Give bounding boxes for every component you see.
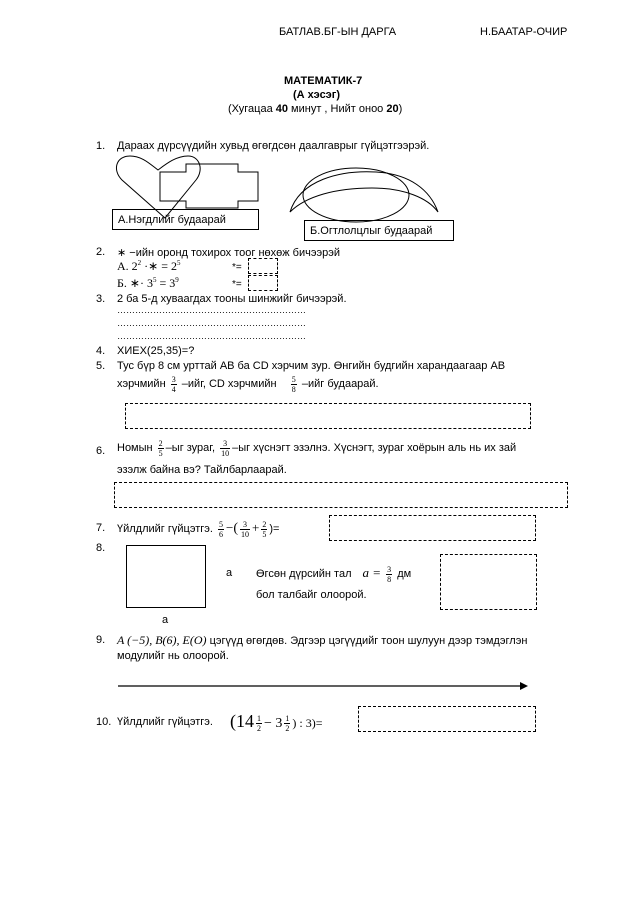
q7-number: 7. xyxy=(96,522,106,534)
q2-b-expression: Б. ∗· $3^5 = 3^9$ xyxy=(117,276,179,290)
q5-line-2: хэрчмийн $\frac{3}{4}$ –ийг, CD хэрчмийн $\frac{5}{8}$ –ийг будаарай. xyxy=(117,374,379,394)
q5-number: 5. xyxy=(96,360,106,372)
q10-fraction-1: $\frac{1}{2}$ xyxy=(257,714,261,734)
q7-expression: Үйлдлийг гүйцэтгэ. $\frac{5}{6}$ −( $\frac{3}{10}$ + $\frac{2}{5}$ )= xyxy=(117,519,280,539)
q2-a-star: *= xyxy=(232,262,242,273)
q5-fraction-1: $\frac{3}{4}$ xyxy=(171,374,176,394)
page-title: МАТЕМАТИК-7 xyxy=(284,75,363,87)
q9-number: 9. xyxy=(96,634,106,646)
q6-fraction-1: $\frac{2}{5}$ xyxy=(158,438,163,458)
q2-b-star: *= xyxy=(232,279,242,290)
q3-number: 3. xyxy=(96,293,106,305)
q6-fraction-2: $\frac{3}{10}$ xyxy=(221,438,230,458)
q10-fraction-2: $\frac{1}{2}$ xyxy=(285,714,290,734)
q2-a-expression: А. $2^2$ ·∗ = $2^5$ xyxy=(117,259,181,273)
q3-answer-line-1[interactable]: ……………………………………………………… xyxy=(117,305,306,315)
q7-fraction-2: $\frac{3}{10}$ xyxy=(241,519,250,539)
q8-fraction: $\frac{3}{8}$ xyxy=(387,564,392,584)
q6-line-2: эзэлж байна вэ? Тайлбарлаарай. xyxy=(117,464,287,476)
q3-answer-line-2[interactable]: ……………………………………………………… xyxy=(117,318,306,328)
q7-fraction-1: $\frac{5}{6}$ xyxy=(219,519,223,539)
q5-text: Тус бүр 8 см урттай АВ ба CD хэрчим зур. Өнгийн будгийн харандаагаар АВ xyxy=(117,360,506,372)
time-info: (Хугацаа 40 минут , Нийт оноо 20) xyxy=(228,103,403,115)
q5-fraction-2: $\frac{5}{8}$ xyxy=(291,374,296,394)
q10-number: 10. xyxy=(96,716,112,728)
approver-label: БАТЛАВ.БГ-ЫН ДАРГА xyxy=(279,26,397,38)
q3-text: 2 ба 5-д хуваагдах тооны шинжийг бичээрэй. xyxy=(117,293,347,305)
approver-name: Н.БААТАР-ОЧИР xyxy=(480,26,568,38)
q8-line-2: бол талбайг олоорой. xyxy=(256,589,367,601)
q1-number: 1. xyxy=(96,140,106,152)
q10-answer-box[interactable] xyxy=(358,706,536,732)
q1-text: Дараах дүрсүүдийн хувьд өгөгдсөн даалгаврыг гүйцэтгээрэй. xyxy=(117,140,430,152)
q9-line-1: A (−5), B(6), E(O) цэгүүд өгөгдөв. Эдгээр цэгүүдийг тоон шулуун дээр тэмдэглэн xyxy=(117,633,528,647)
q10-expression: (14 $\frac{1}{2}$ − 3 $\frac{1}{2}$ ) : 3)= xyxy=(230,711,323,734)
q6-number: 6. xyxy=(96,445,106,457)
q8-line-1: Өгсөн дүрсийн тал a = $\frac{3}{8}$ дм xyxy=(256,564,412,584)
q7-fraction-3: $\frac{2}{5}$ xyxy=(262,519,267,539)
q1-label-a: А.Нэгдлийг будаарай xyxy=(118,214,226,226)
q2-text: ∗ −ийн оронд тохирох тоог нөхөж бичээрэй xyxy=(117,247,340,259)
q8-side-bottom: а xyxy=(162,614,169,626)
q9-line-2: модулийг нь олоорой. xyxy=(117,650,229,662)
q1-label-b: Б.Огтлолцлыг будаарай xyxy=(310,225,433,237)
variant-label: (А хэсэг) xyxy=(293,89,341,101)
q4-text: ХИЕХ(25,35)=? xyxy=(117,345,195,357)
q3-answer-line-3[interactable]: ……………………………………………………… xyxy=(117,331,306,341)
q4-number: 4. xyxy=(96,345,106,357)
q10-text: Үйлдлийг гүйцэтгэ. xyxy=(117,716,213,728)
q8-side-right: а xyxy=(226,567,233,579)
q6-line-1: Номын $\frac{2}{5}$ –ыг зураг, $\frac{3}{10}$ –ыг хүснэгт эзэлнэ. Хүснэгт, зураг хоёрын аль нь их зай xyxy=(117,438,517,458)
number-line-arrow-icon xyxy=(520,682,528,690)
q8-number: 8. xyxy=(96,542,106,554)
q2-number: 2. xyxy=(96,246,106,258)
